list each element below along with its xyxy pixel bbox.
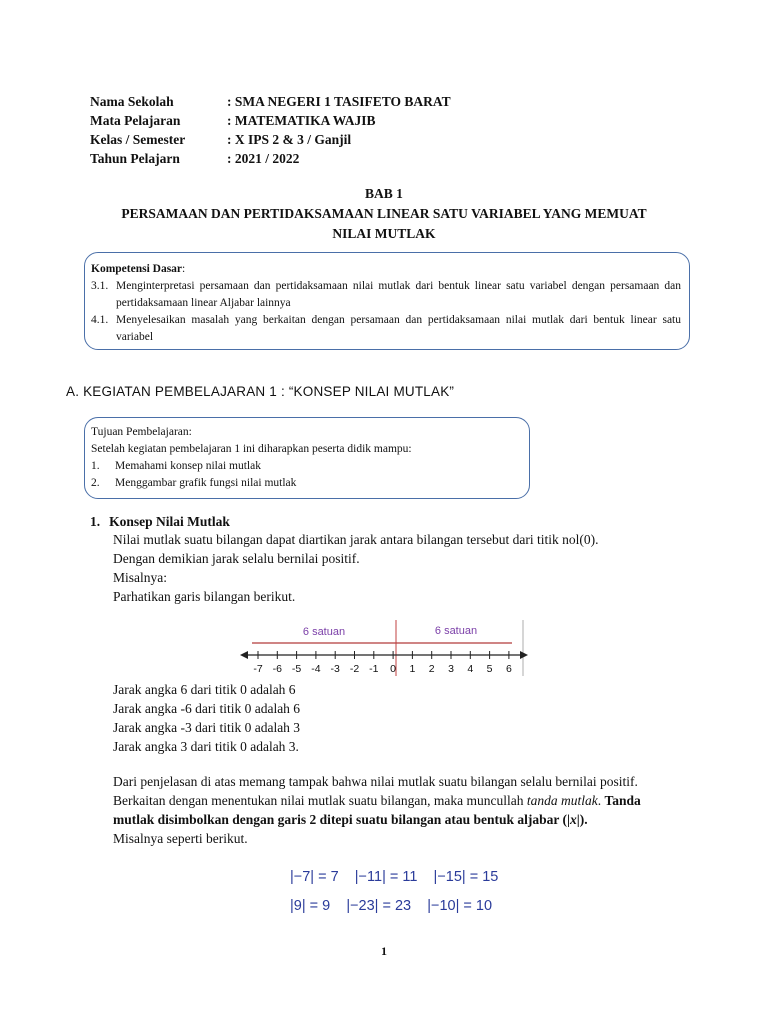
kompetensi-heading: Kompetensi Dasar	[91, 263, 183, 275]
text-line: Misalnya:	[113, 570, 167, 585]
tick-label: 6	[505, 663, 512, 675]
kompetensi-colon: :	[182, 263, 186, 275]
equation-row-2	[290, 898, 492, 914]
equation: |−10| = 10	[427, 898, 493, 914]
text-span: Berkaitan dengan menentukan nilai mutlak suatu bilangan, maka muncullah	[113, 793, 527, 808]
text-line: Nilai mutlak suatu bilangan dapat diartikan jarak antara bilangan tersebut dari titik nol(0).	[113, 532, 599, 547]
tujuan-heading: Tujuan Pembelajaran:	[91, 426, 192, 438]
right-arrow-icon	[520, 651, 528, 659]
text-line: Dengan demikian jarak selalu bernilai positif.	[113, 551, 360, 566]
school-info	[90, 92, 451, 168]
variable-x: x	[569, 812, 577, 827]
section-1-title: Konsep Nilai Mutlak	[109, 514, 230, 529]
info-label: Kelas / Semester	[90, 132, 186, 147]
info-row-subject	[90, 111, 451, 130]
text-line	[113, 810, 653, 829]
text-line: Jarak angka 6 dari titik 0 adalah 6	[113, 682, 296, 697]
kompetensi-item-number: 3.1.	[91, 280, 109, 292]
tujuan-item-number: 2.	[91, 477, 100, 489]
tick-label: -2	[349, 663, 360, 675]
tick-label: 3	[448, 663, 454, 675]
left-arrow-icon	[240, 651, 248, 659]
equation: |9| = 9	[290, 898, 331, 914]
tick-label: -3	[330, 663, 340, 675]
kompetensi-item	[91, 278, 681, 312]
tick-label: -7	[253, 663, 263, 675]
absolute-value-paragraph	[113, 772, 653, 848]
tick-label: 2	[428, 663, 435, 675]
kompetensi-item-text: Menginterpretasi persamaan dan pertidaksamaan nilai mutlak dari bentuk linear satu variabel dengan persamaan dan pertidaksamaan linear Aljabar lainnya	[116, 280, 681, 309]
kompetensi-item-text: Menyelesaikan masalah yang berkaitan dengan persamaan dan pertidaksamaan nilai mutlak dari bentuk linear satu variabel	[116, 314, 681, 343]
info-value: : 2021 / 2022	[227, 151, 300, 166]
info-value: : SMA NEGERI 1 TASIFETO BARAT	[227, 94, 451, 109]
tick-label: 1	[409, 663, 416, 675]
tick-label: 0	[390, 663, 397, 675]
tujuan-item-text: Memahami konsep nilai mutlak	[115, 460, 261, 472]
bold-text: Tanda	[604, 793, 641, 808]
kompetensi-item-number: 4.1.	[91, 314, 109, 326]
tick-label: 4	[467, 663, 474, 675]
bold-text: mutlak disimbolkan dengan garis 2 ditepi suatu bilangan atau bentuk aljabar (|	[113, 812, 570, 827]
equation: |−23| = 23	[346, 898, 412, 914]
info-value: : X IPS 2 & 3 / Ganjil	[227, 132, 352, 147]
text-line: Dari penjelasan di atas memang tampak bahwa nilai mutlak suatu bilangan selalu bernilai positif.	[113, 774, 638, 789]
info-value: : MATEMATIKA WAJIB	[227, 113, 376, 128]
text-line: Jarak angka -3 dari titik 0 adalah 3	[113, 720, 301, 735]
italic-term: tanda mutlak	[526, 793, 598, 808]
equation: |−11| = 11	[354, 869, 418, 885]
bold-text: |).	[576, 812, 588, 827]
section-1-heading	[90, 512, 230, 531]
tujuan-intro: Setelah kegiatan pembelajaran 1 ini diharapkan peserta didik mampu:	[91, 443, 412, 455]
tick-label: -1	[369, 663, 379, 675]
info-label: Nama Sekolah	[90, 94, 174, 109]
right-distance-label: 6 satuan	[434, 625, 478, 637]
tick-label: -6	[272, 663, 282, 675]
section-1-number: 1.	[90, 514, 101, 529]
text-line: Jarak angka 3 dari titik 0 adalah 3.	[113, 739, 299, 754]
equation-row-1	[290, 869, 498, 885]
tujuan-item-text: Menggambar grafik fungsi nilai mutlak	[115, 477, 297, 489]
tujuan-box	[84, 417, 530, 499]
equation: |−7| = 7	[290, 869, 339, 885]
tujuan-item	[91, 475, 521, 492]
equation: |−15| = 15	[433, 869, 499, 885]
chapter-title-line1: PERSAMAAN DAN PERTIDAKSAMAAN LINEAR SATU VARIABEL YANG MEMUAT	[121, 206, 647, 221]
page-number: 1	[381, 944, 387, 958]
kompetensi-heading-line	[91, 261, 681, 278]
tujuan-item-number: 1.	[91, 460, 100, 472]
tick-label: -5	[291, 663, 302, 675]
info-label: Tahun Pelajarn	[90, 151, 180, 166]
tick-label: -4	[311, 663, 321, 675]
tick-label: 5	[486, 663, 493, 675]
section-a-heading: A. KEGIATAN PEMBELAJARAN 1 : “KONSEP NILAI MUTLAK”	[66, 384, 455, 399]
left-distance-label: 6 satuan	[302, 626, 346, 638]
chapter-title-line2: NILAI MUTLAK	[332, 226, 436, 241]
chapter-number: BAB 1	[365, 186, 403, 201]
kompetensi-item	[91, 312, 681, 346]
tujuan-item	[91, 458, 521, 475]
text-span: .	[597, 793, 605, 808]
section-1-text	[113, 530, 703, 606]
text-line: Parhatikan garis bilangan berikut.	[113, 589, 296, 604]
info-row-class	[90, 130, 451, 149]
info-row-year	[90, 149, 451, 168]
text-line: Misalnya seperti berikut.	[113, 831, 248, 846]
text-line	[113, 791, 653, 810]
info-label: Mata Pelajaran	[90, 113, 181, 128]
distance-examples	[113, 680, 300, 756]
info-row-school	[90, 92, 451, 111]
kompetensi-dasar-box	[84, 252, 690, 350]
text-line: Jarak angka -6 dari titik 0 adalah 6	[113, 701, 301, 716]
number-line-figure	[236, 616, 536, 682]
